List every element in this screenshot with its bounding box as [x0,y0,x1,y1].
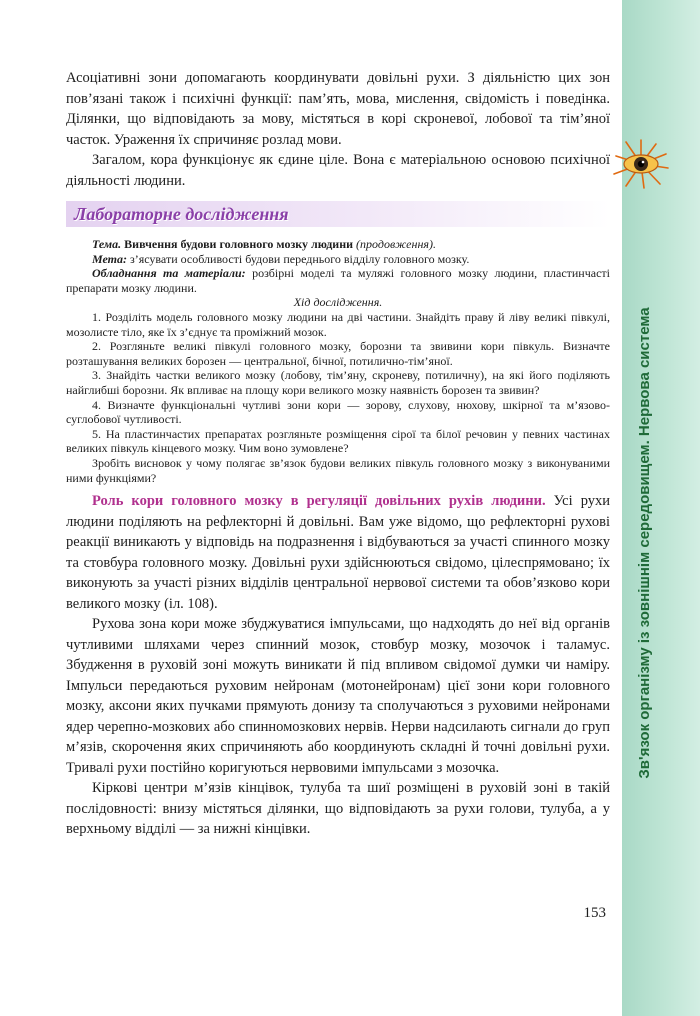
intro-paragraph-2: Загалом, кора функціонує як єдине ціле. Вона є матеріальною основою психічної діяльності людини. [66,152,610,189]
eye-icon [612,138,670,190]
lab-equipment-text: розбірні моделі та муляжі головного мозку людини, пластинчасті препарати мозку людини. [66,266,610,295]
main-paragraph-1 [66,491,610,614]
main-paragraph-3: Кіркові центри м’язів кінцівок, тулуба та шиї розміщені в руховій зоні в такій послідовності: внизу містяться ділянки, що відповідають за рухи голови, тулуба, а у верхньому відділі — за нижні кінцівки. [66,780,610,838]
lab-step-5: 5. На пластинчастих препаратах розгляньте розміщення сірої та білої речовин у певних частинах великих півкуль кінцевого мозку. Чим воно зумовлене? [66,426,610,456]
lab-topic-text: Вивчення будови головного мозку людини [124,237,354,251]
lab-step-3: 3. Знайдіть частки великого мозку (лобову, тім’яну, скроневу, потиличну), на які його поділяють найглибші борозни. Як впливає на площу кори великого мозку наявність борозен та звивин? [66,368,610,397]
lab-goal-label: Мета: [92,251,127,266]
section-lead-heading: Роль кори головного мозку в регуляції довільних рухів людини. [92,493,546,510]
lab-goal [66,252,610,267]
lab-equipment-label: Обладнання та матеріали: [92,266,246,281]
page-number: 153 [583,905,606,921]
lab-goal-text: з’ясувати особливості будови переднього відділу головного мозку. [130,251,470,266]
chapter-title-vertical: Зв'язок організму із зовнішнім середовищем. Нервова система [636,307,653,779]
section-lead-text: Усі рухи людини поділяють на рефлекторні й довільні. Вам уже відомо, що рефлекторні рухові реакції виникають у відповідь на подразнення і відбуваються за участі спинного мозку та стовбура головного мозку. Довільні рухи здійснюються свідомо, цілеспрямовано; їх виконують за участі різних відділів центральної нервової системи та обов’язково кори великого мозку (іл. 108). [66,493,611,612]
lab-conclusion: Зробіть висновок у чому полягає зв’язок будови великих півкуль головного мозку з виконуваними ними функціями? [66,455,610,485]
main-paragraph-2: Рухова зона кори може збуджуватися імпульсами, що надходять до неї від органів чутливими шляхами через спинний мозок, стовбур мозку, мозочок і таламус. Збудження в руховій зоні можуть виникати й під впливом свідомої думки чи наміру. Імпульси передаються руховим нейронам (мотонейронам) цієї зони кори головного мозку, аксони яких пучками прямують донизу та сполучаються з руховими нейронами ядер черепно-мозкових або спинномозкових нервів. Нерви надсилають сигнали до груп м’язів, скорочення яких спричиняють або координують складні й точні довільні рухи. Тривалі рухи постійно коригуються нервовими імпульсами з мозочка. [66,616,610,776]
lab-topic-cont: (продовження). [356,237,436,251]
lab-topic [66,237,610,252]
lab-equipment [66,266,610,295]
lab-procedure-title: Хід дослідження. [293,295,383,310]
lab-step-2: 2. Розгляньте великі півкулі головного мозку, борозни та звивини кори півкуль. Визначте розташування великих борозен — центральної, бічної, потилично-тім’яної. [66,339,610,368]
lab-section [66,237,610,485]
page-content [66,68,610,840]
lab-step-4: 4. Визначте функціональні чутливі зони кори — зорову, слухову, нюхову, шкірної та м’язово-суглобової чутливості. [66,397,610,427]
lab-topic-label: Тема. [92,237,122,251]
lab-heading: Лабораторне дослідження [66,201,610,227]
intro-paragraph-1: Асоціативні зони допомагають координувати довільні рухи. З діяльністю цих зон пов’язані також і психічні функції: пам’ять, мова, мислення, свідомість і поведінка. Ділянки, що відповідають за мову, містяться в корі скроневої, лобової та тім’яної часток. Ураження їх спричиняє розлад мови. [66,70,610,148]
lab-step-1: 1. Розділіть модель головного мозку людини на дві частини. Знайдіть праву й ліву великі півкулі, мозолисте тіло, яке їх з’єднує та проміжний мозок. [66,309,610,339]
